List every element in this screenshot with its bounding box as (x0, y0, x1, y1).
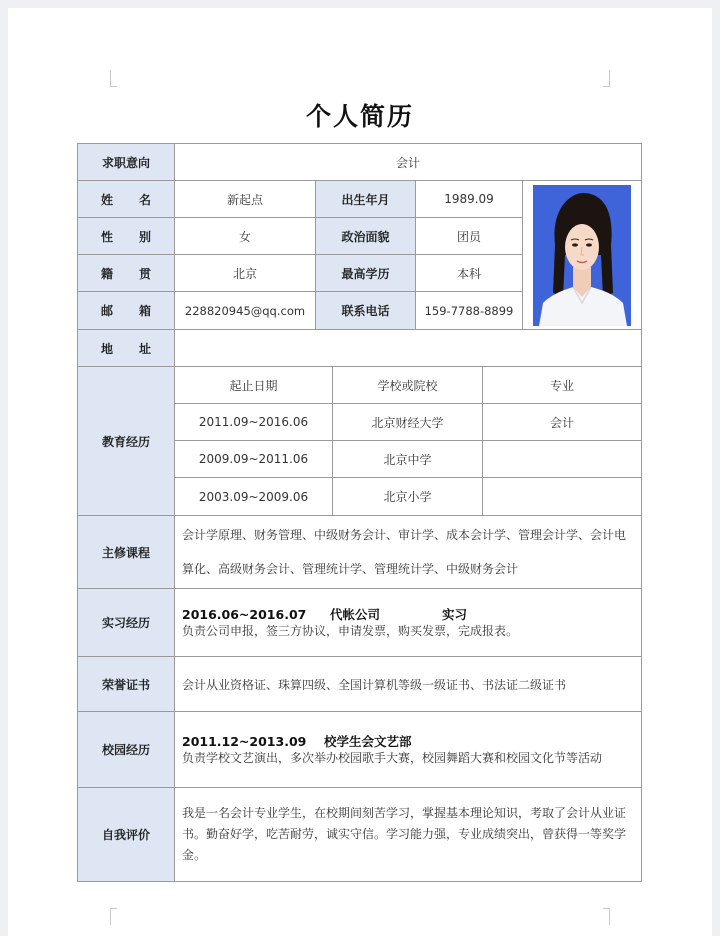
birth-label: 出生年月 (315, 180, 416, 218)
courses-line: 会计学原理、财务管理、中级财务会计、审计学、成本会计学、管理会计学、会计电 (182, 528, 627, 542)
education-label: 教育经历 (77, 366, 175, 516)
self-eval-line: 我是一名会计专业学生，在校期间刻苦学习，掌握基本理论知识，考取了会计从业证 (182, 806, 627, 820)
internship-header (182, 606, 467, 623)
education-header-major: 专业 (482, 366, 642, 404)
politics-value: 团员 (415, 217, 523, 255)
education-row-school: 北京小学 (332, 477, 483, 516)
education-row-major (482, 477, 642, 516)
address-value (174, 329, 642, 367)
email-value: 228820945@qq.com (174, 291, 316, 330)
gender-label: 性 别 (77, 217, 175, 255)
gender-value: 女 (174, 217, 316, 255)
internship-text (174, 588, 642, 657)
crop-mark-bottom-right (603, 908, 610, 925)
crop-mark-top-left (110, 70, 117, 87)
degree-value: 本科 (415, 254, 523, 292)
self-eval-label: 自我评价 (77, 787, 175, 882)
education-row-date: 2011.09~2016.06 (174, 403, 333, 441)
internship-period: 2016.06~2016.07 (182, 606, 307, 622)
education-row-major: 会计 (482, 403, 642, 441)
internship-company: 代帐公司 (330, 606, 381, 622)
self-eval-line: 金。 (182, 848, 207, 862)
page-title: 个人简历 (305, 102, 414, 131)
profile-photo (533, 185, 631, 326)
crop-mark-top-right (603, 70, 610, 87)
courses-text (174, 515, 642, 589)
campus-desc: 负责学校文艺演出，多次举办校园歌手大赛，校园舞蹈大赛和校园文化节等活动 (182, 750, 603, 765)
self-eval-text (174, 787, 642, 882)
education-header-date: 起止日期 (174, 366, 333, 404)
internship-label: 实习经历 (77, 588, 175, 657)
job-target-label: 求职意向 (77, 143, 175, 181)
phone-label: 联系电话 (315, 291, 416, 330)
education-row-date: 2003.09~2009.06 (174, 477, 333, 516)
education-row-date: 2009.09~2011.06 (174, 440, 333, 478)
crop-mark-bottom-left (110, 908, 117, 925)
honors-text: 会计从业资格证、珠算四级、全国计算机等级一级证书、书法证二级证书 (174, 656, 642, 712)
politics-label: 政治面貌 (315, 217, 416, 255)
email-label: 邮 箱 (77, 291, 175, 330)
origin-value: 北京 (174, 254, 316, 292)
internship-role: 实习 (442, 606, 468, 622)
courses-label: 主修课程 (77, 515, 175, 589)
education-row-major (482, 440, 642, 478)
campus-text (174, 711, 642, 788)
education-row-school: 北京中学 (332, 440, 483, 478)
job-target-value: 会计 (174, 143, 642, 181)
internship-desc: 负责公司申报，签三方协议，申请发票，购买发票，完成报表。 (182, 623, 519, 638)
campus-org: 校学生会文艺部 (324, 733, 412, 749)
address-label: 地 址 (77, 329, 175, 367)
courses-line: 算化、高级财务会计、管理统计学、管理统计学、中级财务会计 (182, 562, 519, 576)
education-row-school: 北京财经大学 (332, 403, 483, 441)
campus-period: 2011.12~2013.09 (182, 733, 307, 749)
origin-label: 籍 贯 (77, 254, 175, 292)
campus-label: 校园经历 (77, 711, 175, 788)
name-value: 新起点 (174, 180, 316, 218)
honors-label: 荣誉证书 (77, 656, 175, 712)
campus-header (182, 733, 412, 750)
name-label: 姓 名 (77, 180, 175, 218)
birth-value: 1989.09 (415, 180, 523, 218)
education-header-school: 学校或院校 (332, 366, 483, 404)
self-eval-line: 书。勤奋好学，吃苦耐劳，诚实守信。学习能力强，专业成绩突出，曾获得一等奖学 (182, 827, 627, 841)
degree-label: 最高学历 (315, 254, 416, 292)
phone-value: 159-7788-8899 (415, 291, 523, 330)
